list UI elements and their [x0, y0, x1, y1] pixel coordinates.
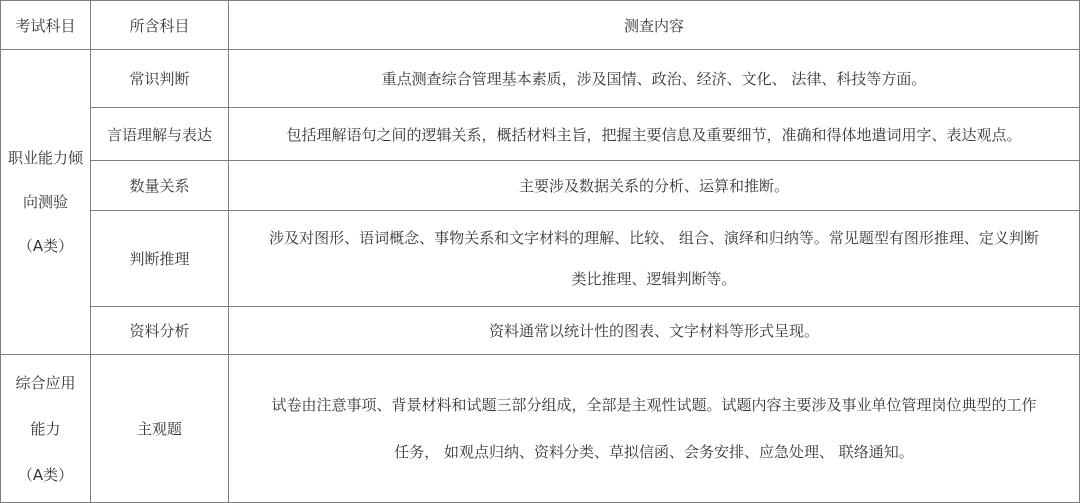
- subject-cell: 言语理解与表达: [91, 108, 229, 161]
- table-row: [1, 307, 1080, 355]
- content-line: 涉及对图形、语词概念、事物关系和文字材料的理解、比较、 组合、演绎和归纳等。常见题型有图形推理、定义判断: [269, 228, 1039, 247]
- category-line: （A类）: [17, 465, 74, 484]
- category-line: 综合应用: [15, 373, 76, 392]
- subject-cell: 判断推理: [91, 211, 229, 307]
- category-cell-comprehensive: [1, 355, 91, 503]
- content-cell: [229, 307, 1080, 355]
- table-row: [1, 50, 1080, 108]
- content-cell: [229, 108, 1080, 161]
- table-row: [1, 108, 1080, 161]
- category-line: 能力: [30, 419, 61, 438]
- content-cell: [229, 211, 1080, 307]
- category-line: （A类）: [17, 237, 74, 255]
- content-cell: [229, 161, 1080, 211]
- content-line: 类比推理、逻辑判断等。: [571, 269, 737, 288]
- subject-cell: 资料分析: [91, 307, 229, 355]
- content-cell: [229, 50, 1080, 108]
- header-test-content: 测查内容: [229, 1, 1080, 50]
- subject-cell: 常识判断: [91, 50, 229, 108]
- category-cell-aptitude: [1, 50, 91, 355]
- table-row: [1, 161, 1080, 211]
- header-exam-subject: 考试科目: [1, 1, 91, 50]
- table-row: [1, 355, 1080, 503]
- table-row: [1, 211, 1080, 307]
- category-line: 职业能力倾: [7, 149, 83, 167]
- content-line: 包括理解语句之间的逻辑关系，概括材料主旨，把握主要信息及重要细节，准确和得体地遣词用字、表达观点。: [286, 125, 1022, 144]
- content-line: 任务， 如观点归纳、资料分类、草拟信函、会务安排、应急处理、 联络通知。: [394, 442, 914, 461]
- content-cell: [229, 355, 1080, 503]
- content-line: 试卷由注意事项、背景材料和试题三部分组成，全部是主观性试题。试题内容主要涉及事业单位管理岗位典型的工作: [271, 395, 1037, 414]
- header-row: [1, 1, 1080, 50]
- content-line: 资料通常以统计性的图表、文字材料等形式呈现。: [488, 322, 819, 340]
- content-line: 主要涉及数据关系的分析、运算和推断。: [518, 177, 789, 195]
- content-line: 重点测查综合管理基本素质，涉及国情、政治、经济、文化、 法律、科技等方面。: [381, 70, 927, 88]
- subject-cell: 主观题: [91, 355, 229, 503]
- header-included-subjects: 所含科目: [91, 1, 229, 50]
- subject-cell: 数量关系: [91, 161, 229, 211]
- category-line: 向测验: [22, 193, 68, 211]
